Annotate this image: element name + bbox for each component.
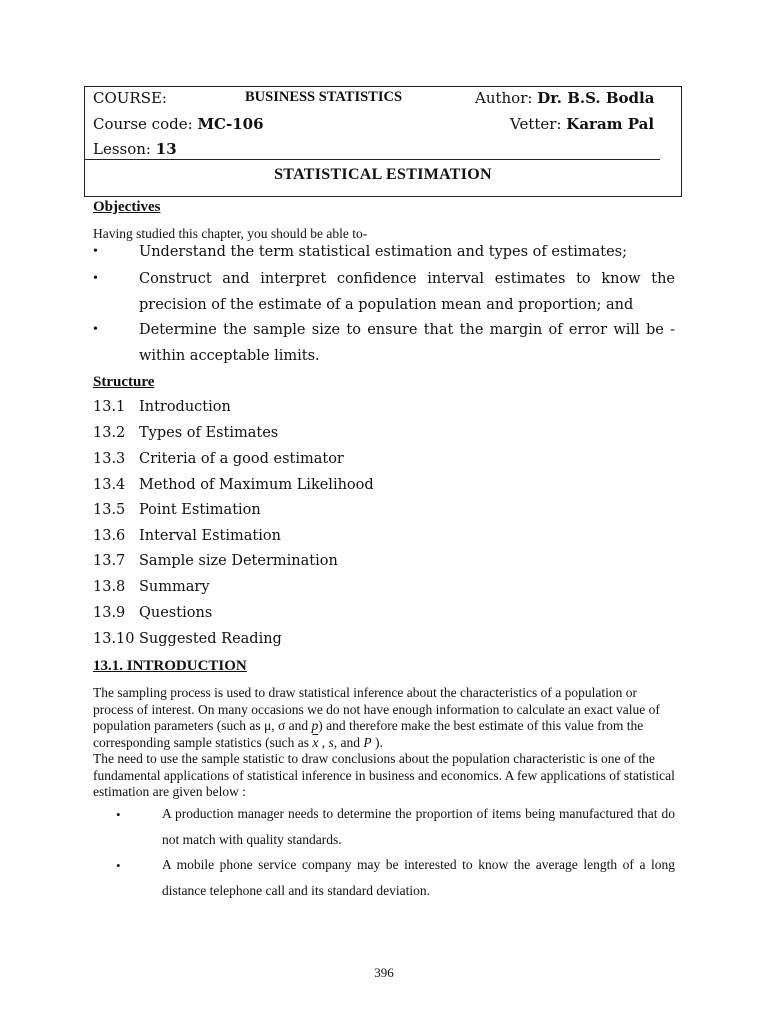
toc-row bbox=[93, 528, 281, 548]
course-name: BUSINESS STATISTICS bbox=[245, 89, 403, 105]
toc-row bbox=[93, 425, 278, 445]
vetter-name: Karam Pal bbox=[566, 115, 655, 133]
toc-title: Introduction bbox=[139, 399, 231, 415]
toc-title: Types of Estimates bbox=[139, 425, 279, 441]
bullet-icon: • bbox=[93, 244, 98, 259]
toc-row bbox=[93, 553, 338, 573]
intro-text: ). bbox=[371, 734, 383, 750]
intro-text: , bbox=[318, 734, 329, 750]
intro-text: The need to use the sample statistic to draw conclusions about the population characteristic is one of the fundamental applications of statistical inference in business and economics. A few applications of statistical estimation are given below : bbox=[93, 751, 675, 799]
sigma-symbol: σ bbox=[277, 718, 286, 733]
application-item: A mobile phone service company may be interested to know the average length of a long distance telephone call and its standard deviation. bbox=[162, 857, 675, 898]
header-divider bbox=[84, 159, 660, 160]
toc-row bbox=[93, 502, 261, 522]
lesson-label: Lesson: bbox=[93, 140, 151, 158]
bullet-icon: • bbox=[93, 271, 98, 286]
toc-number: 13.9 bbox=[93, 605, 126, 621]
intro-text: , and bbox=[333, 734, 364, 750]
toc-number: 13.10 bbox=[93, 631, 135, 647]
objectives-heading: Objectives bbox=[93, 199, 161, 215]
vetter-label: Vetter: bbox=[510, 115, 562, 133]
bullet-icon: • bbox=[116, 807, 121, 822]
toc-number: 13.4 bbox=[93, 477, 126, 493]
toc-title: Point Estimation bbox=[139, 502, 261, 518]
author-label: Author: bbox=[475, 89, 533, 107]
bullet-icon: • bbox=[116, 858, 121, 873]
intro-text: , bbox=[271, 718, 278, 733]
toc-number: 13.1 bbox=[93, 399, 126, 415]
author-name: Dr. B.S. Bodla bbox=[537, 89, 655, 107]
mu-symbol: μ bbox=[263, 718, 272, 733]
s-symbol: s bbox=[328, 734, 334, 750]
vetter-line bbox=[510, 115, 654, 133]
lesson-line bbox=[93, 140, 177, 158]
toc-row bbox=[93, 579, 210, 599]
toc-title: Summary bbox=[139, 579, 210, 595]
objective-item: Understand the term statistical estimation and types of estimates; bbox=[139, 244, 627, 260]
objectives-intro: Having studied this chapter, you should be able to- bbox=[93, 226, 368, 241]
structure-heading: Structure bbox=[93, 374, 155, 390]
introduction-paragraph bbox=[93, 685, 675, 801]
cap-p-symbol: P bbox=[363, 734, 372, 750]
toc-title: Questions bbox=[139, 605, 213, 621]
introduction-heading: 13.1. INTRODUCTION bbox=[93, 658, 247, 674]
toc-row bbox=[93, 399, 231, 419]
xbar-symbol: $\overline{x}$ bbox=[312, 734, 319, 750]
toc-title: Interval Estimation bbox=[139, 528, 281, 544]
toc-row bbox=[93, 477, 374, 497]
objective-item: Determine the sample size to ensure that the margin of error will be - within acceptable limits. bbox=[139, 322, 675, 364]
course-code-label: Course code: bbox=[93, 115, 193, 133]
course-label: COURSE: bbox=[93, 89, 167, 107]
intro-text: The sampling process is used to draw statistical inference about the characteristics of a population or process of interest. On many occasions we do not have enough information to calculate an exact value of population parameters (such as bbox=[93, 685, 660, 733]
p-symbol: p bbox=[311, 718, 319, 733]
document-title: STATISTICAL ESTIMATION bbox=[274, 166, 492, 183]
toc-number: 13.5 bbox=[93, 502, 126, 518]
toc-row bbox=[93, 631, 282, 651]
bullet-icon: • bbox=[93, 322, 98, 337]
intro-text: ) and therefore make the best estimate of this value from the corresponding sample statistics (such as bbox=[93, 718, 644, 750]
lesson-value: 13 bbox=[155, 140, 177, 158]
toc-title: Sample size Determination bbox=[139, 553, 338, 569]
course-code-value: MC-106 bbox=[197, 115, 264, 133]
application-item: A production manager needs to determine the proportion of items being manufactured that do not match with quality standards. bbox=[162, 806, 675, 847]
toc-title: Criteria of a good estimator bbox=[139, 451, 344, 467]
toc-row bbox=[93, 605, 212, 625]
toc-title: Method of Maximum Likelihood bbox=[139, 477, 374, 493]
toc-number: 13.6 bbox=[93, 528, 126, 544]
toc-row bbox=[93, 451, 344, 471]
author-line bbox=[475, 89, 654, 107]
toc-number: 13.7 bbox=[93, 553, 126, 569]
toc-number: 13.3 bbox=[93, 451, 126, 467]
toc-number: 13.2 bbox=[93, 425, 126, 441]
intro-text: and bbox=[285, 718, 312, 733]
course-code-line bbox=[93, 115, 264, 133]
objective-item: Construct and interpret confidence interval estimates to know the precision of the estimate of a population mean and proportion; and bbox=[139, 271, 675, 313]
toc-number: 13.8 bbox=[93, 579, 126, 595]
toc-title: Suggested Reading bbox=[139, 631, 282, 647]
page-number: 396 bbox=[374, 965, 394, 980]
